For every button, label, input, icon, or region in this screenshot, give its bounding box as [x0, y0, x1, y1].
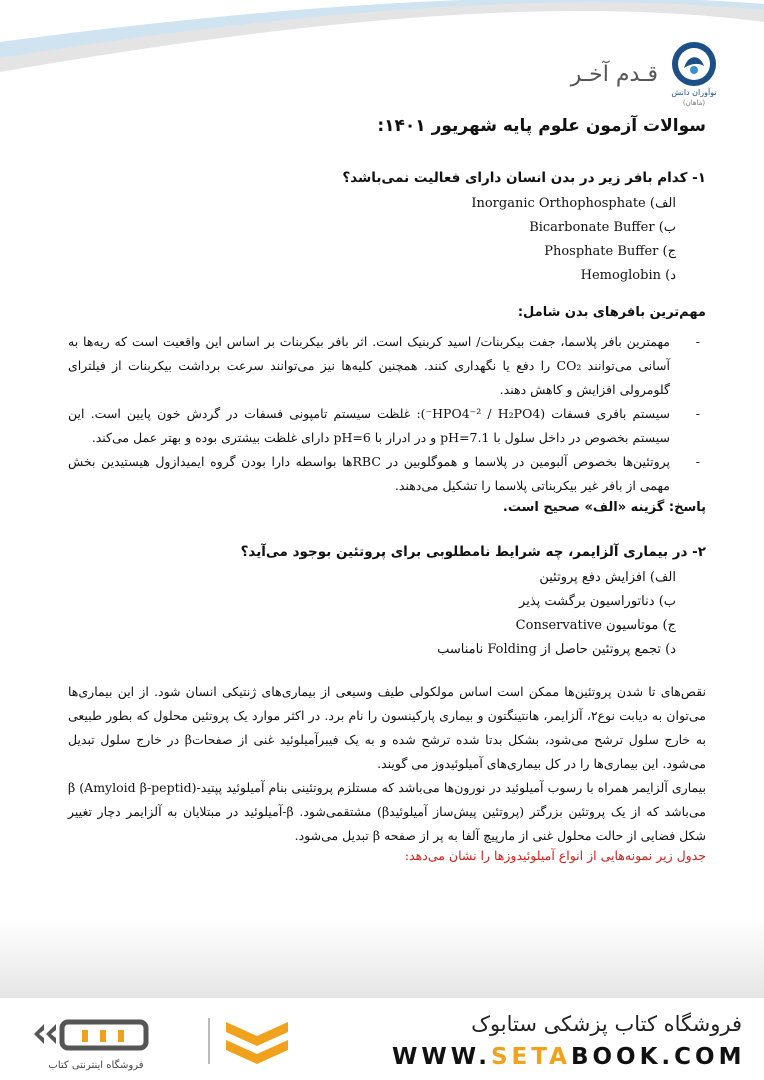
table-intro-note: جدول زیر نمونه‌هایی از انواع آمیلوئیدوزها را نشان می‌دهد: [404, 848, 706, 863]
option-text: Hemoglobin [580, 268, 661, 283]
question-2: ۲- در بیماری آلزایمر، چه شرایط نامطلوبی برای پروتئین بوجود می‌آید؟ [240, 544, 706, 560]
q1-option-b [529, 220, 676, 235]
paragraph-misfolding: نقص‌های تا شدن پروتئین‌ها ممکن است اساس مولکولی طیف وسیعی از بیماری‌های ژنتیکی انسان شود. از این بیماری‌ها می‌توان به دیابت نوع۲، آلزایمر، هانتینگتون و بیماری پارکینسون را نام برد. در اکثر موارد یک پروتئین محلول که بطور طبیعی به خارج سلول ترشح می‌شود، بشکل بدتا شده ترشح شده و به یک فیبرآمیلوئید غنی از صفحاتβ در خارج سلول تبدیل می‌شود. این بیماری‌ها را در کل بیماری‌های آمیلوئیدوز می گویند. [68, 684, 706, 771]
footer-divider [208, 1018, 210, 1064]
footer-website-link[interactable] [392, 1044, 745, 1070]
q1-option-d [581, 268, 676, 283]
footer-fade [0, 918, 764, 998]
option-text: دناتوراسیون برگشت پذیر [519, 594, 655, 609]
url-part: BOOK.COM [570, 1044, 746, 1070]
explanation-list [68, 330, 706, 498]
series-title: قـدم آخـر [570, 62, 658, 87]
option-text: افزایش دفع پروتئین [539, 570, 646, 585]
brand-sub: (ماهان) [682, 99, 706, 107]
list-item: - پروتئین‌ها بخصوص آلبومین در پلاسما و هموگلوبین در RBCها بواسطه دارا بودن گروه ایمیدازول هیستیدین بخش مهمی از بافر غیر بیکربناتی پلاسما را تشکیل می‌دهند. [68, 450, 706, 498]
option-text: Phosphate Buffer [544, 244, 659, 259]
list-item: - مهمترین بافر پلاسما، جفت بیکربنات/ اسید کربنیک است. اثر بافر بیکربنات بر اساس این واقعیت است که ریه‌ها به آسانی می‌توانند CO₂ را دفع یا نگهداری کنند. همچنین کلیه‌ها نیز می‌توانند سرعت برداشت بیکربنات از فیلترای گلومرولی افزایش و کاهش دهند. [68, 330, 706, 402]
q2-option-d [437, 642, 676, 657]
question-1: ۱- کدام بافر زیر در بدن انسان دارای فعالیت نمی‌باشد؟ [342, 170, 706, 186]
option-text: موتاسیون Conservative [515, 618, 659, 633]
url-part: WWW. [392, 1044, 491, 1070]
option-prefix: ج) [662, 618, 676, 633]
book-mark-icon [222, 1014, 292, 1066]
brand-name: نوآوران دانش [671, 88, 717, 97]
answer-1: پاسخ: گزینه «الف» صحیح است. [502, 500, 706, 515]
list-item: - سیستم بافری فسفات (HPO4⁻² / H₂PO4⁻): غلظت سیستم تامپونی فسفات در گردش خون پایین است. این سیستم بخصوص در داخل سلول با pH=7.1 و در ادرار با pH=6 دارای غلظت بیشتری بوده و بهتر عمل می‌کند. [68, 402, 706, 450]
option-text: Inorganic Orthophosphate [471, 196, 646, 211]
option-prefix: ب) [658, 594, 676, 609]
q1-option-c [544, 244, 676, 259]
url-highlight: SETA [490, 1044, 571, 1070]
option-prefix: الف) [649, 196, 676, 211]
q1-option-a [471, 196, 676, 211]
option-prefix: ب) [658, 220, 676, 235]
q2-option-a [539, 570, 676, 585]
q2-option-b [519, 594, 676, 609]
option-text: تجمع پروتئین حاصل از Folding نامناسب [437, 642, 661, 657]
brand-caption [663, 88, 725, 108]
footer-logo-caption: فروشگاه اینترنتی کتاب [48, 1060, 144, 1071]
option-prefix: الف) [649, 570, 676, 585]
brand-logo-icon [670, 40, 718, 88]
setabook-logo-icon [30, 1012, 150, 1057]
option-text: Bicarbonate Buffer [529, 220, 655, 235]
paragraph-alzheimer: بیماری آلزایمر همراه با رسوب آمیلوئید در نورون‌ها می‌باشد که مستلزم پروتئینی بنام آمیلوئید پپتید-β (Amyloid β-peptid) می‌باشد که از یک پروتئین بزرگتر (پروتئین پیش‌ساز آمیلوئیدβ) مشتقمی‌شود. β-آمیلوئید در مبتلایان به آلزایمر دچار تغییر شکل فضایی از حالت محلول غنی از مارپیچ آلفا به پر از صفحه β تبدیل می‌شود. [68, 780, 707, 843]
q2-option-c [516, 618, 676, 633]
explanation-heading: مهم‌ترین بافرهای بدن شامل: [517, 305, 706, 320]
option-prefix: د) [665, 268, 676, 283]
option-prefix: ج) [662, 244, 676, 259]
footer-shop-name: فروشگاه کتاب پزشکی ستابوک [471, 1012, 742, 1036]
page-title: سوالات آزمون علوم پایه شهریور ۱۴۰۱: [377, 116, 706, 136]
option-prefix: د) [665, 642, 676, 657]
